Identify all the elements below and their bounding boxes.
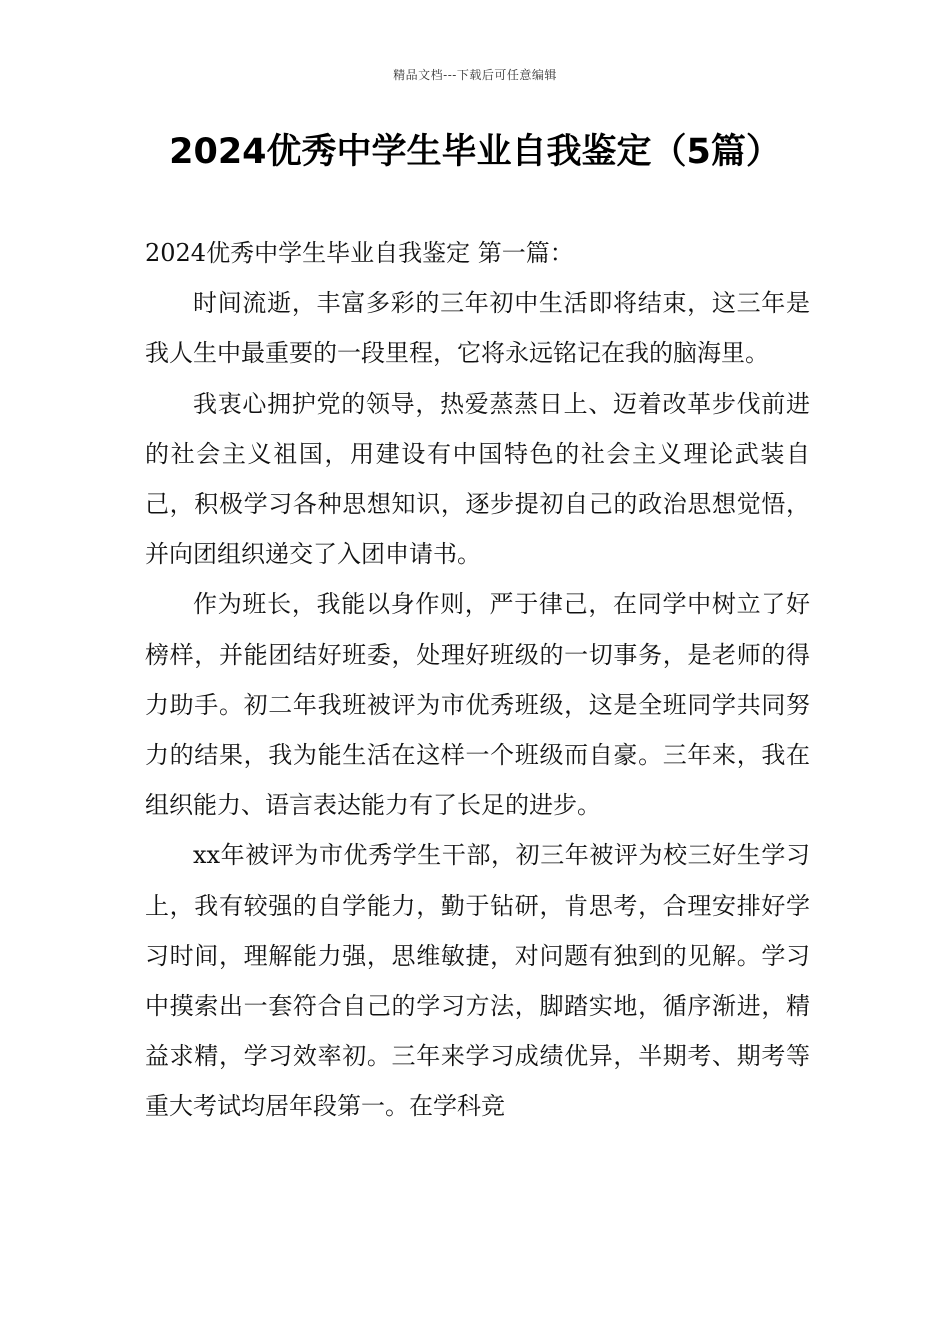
- paragraph-2: 我衷心拥护党的领导，热爱蒸蒸日上、迈着改革步伐前进的社会主义祖国，用建设有中国特色的社会主义理论武装自己，积极学习各种思想知识，逐步提初自己的政治思想觉悟，并向团组织递交了入团申请书。: [145, 389, 810, 569]
- header-note: 精品文档---下载后可任意编辑: [393, 68, 557, 82]
- document-body: [145, 228, 810, 1132]
- document-title: 2024优秀中学生毕业自我鉴定（5篇）: [169, 132, 781, 172]
- paragraph-4: xx年被评为市优秀学生干部，初三年被评为校三好生学习上，我有较强的自学能力，勤于钻研，肯思考，合理安排好学习时间，理解能力强，思维敏捷，对问题有独到的见解。学习中摸索出一套符合自己的学习方法，脚踏实地，循序渐进，精益求精，学习效率初。三年来学习成绩优异，半期考、期考等重大考试均居年段第一。在学科竞: [145, 841, 810, 1121]
- paragraph-1: 时间流逝，丰富多彩的三年初中生活即将结束，这三年是我人生中最重要的一段里程，它将永远铭记在我的脑海里。: [145, 289, 810, 368]
- paragraph-3: 作为班长，我能以身作则，严于律己，在同学中树立了好榜样，并能团结好班委，处理好班级的一切事务，是老师的得力助手。初二年我班被评为市优秀班级，这是全班同学共同努力的结果，我为能生活在这样一个班级而自豪。三年来，我在组织能力、语言表达能力有了长足的进步。: [145, 590, 810, 820]
- section-heading: 2024优秀中学生毕业自我鉴定 第一篇：: [145, 239, 574, 267]
